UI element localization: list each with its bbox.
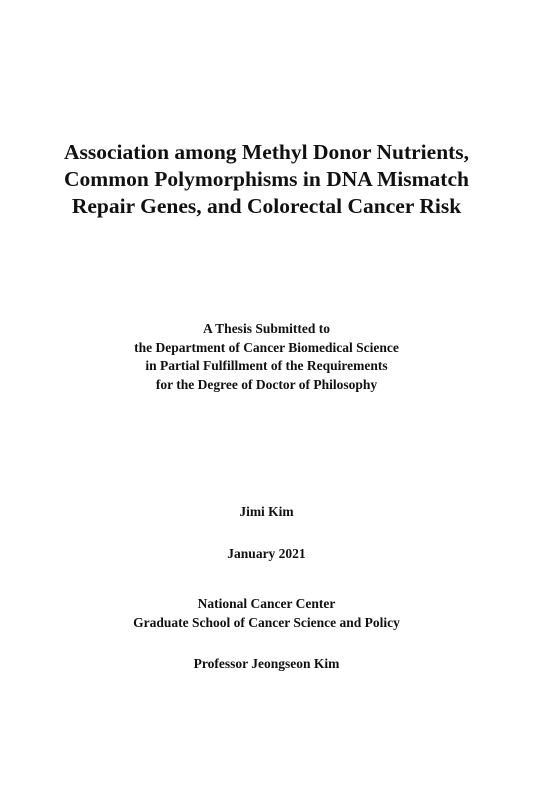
thesis-title-line-1: Association among Methyl Donor Nutrients, [63, 140, 470, 164]
submission-line-4: for the Degree of Doctor of Philosophy [155, 376, 378, 392]
advisor-name: Professor Jeongseon Kim [193, 656, 340, 671]
institution [0, 595, 533, 632]
thesis-title-line-3: Repair Genes, and Colorectal Cancer Risk [71, 194, 462, 218]
submission-line-1: A Thesis Submitted to [203, 321, 330, 336]
author-name: Jimi Kim [239, 504, 294, 519]
thesis-title-line-2: Common Polymorphisms in DNA Mismatch [64, 167, 469, 191]
submission-statement [0, 320, 533, 394]
submission-line-2: the Department of Cancer Biomedical Science [134, 339, 399, 355]
submission-line-3: in Partial Fulfillment of the Requirements [145, 358, 388, 373]
institution-line-1: National Cancer Center [197, 596, 336, 611]
submission-date: January 2021 [227, 546, 306, 561]
institution-line-2: Graduate School of Cancer Science and Policy [133, 614, 400, 630]
thesis-title [0, 139, 533, 220]
